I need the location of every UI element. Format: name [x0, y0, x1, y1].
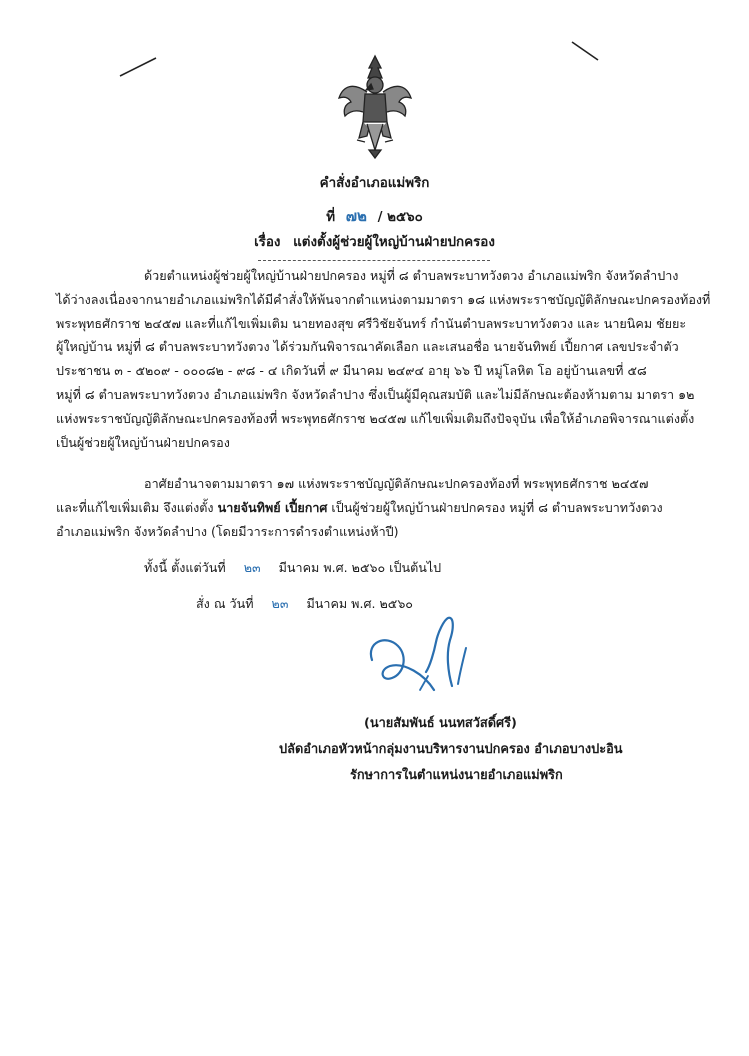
scan-mark-left	[118, 56, 158, 78]
effective-day: ๒๓	[243, 560, 261, 575]
para2-line2-pre: และที่แก้ไขเพิ่มเติม จึงแต่งตั้ง	[56, 499, 214, 515]
paragraph-2	[56, 472, 663, 543]
paragraph-1	[56, 264, 710, 454]
order-number-value: ๗๒	[345, 207, 367, 225]
para1-line: ผู้ใหญ่บ้าน หมู่ที่ ๘ ตำบลพระบาทวังตวง ได้ร่วมกันพิจารณาคัดเลือก และเสนอชื่อ นายจันทิพย์ เปี้ยกาศ เลขประจำตัว	[56, 339, 679, 355]
signer-name: (นายสัมพันธ์ นนทสวัสดิ์ศรี)	[364, 716, 517, 731]
ordered-pre: สั่ง ณ วันที่	[196, 596, 254, 611]
para1-line: แห่งพระราชบัญญัติลักษณะปกครองท้องที่ พระพุทธศักราช ๒๔๕๗ แก้ไขเพิ่มเติมถึงปัจจุบัน เพื่อให้อำเภอพิจารณาแต่งตั้ง	[56, 410, 695, 426]
effective-date-line	[144, 556, 441, 580]
order-number-prefix: ที่	[326, 210, 336, 225]
appointee-name: นายจันทิพย์ เปี้ยกาศ	[217, 499, 328, 515]
para1-line: เป็นผู้ช่วยผู้ใหญ่บ้านฝ่ายปกครอง	[56, 434, 230, 450]
para2-line: อำเภอแม่พริก จังหวัดลำปาง (โดยมีวาระการดำรงตำแหน่งห้าปี)	[56, 523, 399, 539]
subject-text: แต่งตั้งผู้ช่วยผู้ใหญ่บ้านฝ่ายปกครอง	[293, 235, 495, 250]
effective-post: มีนาคม พ.ศ. ๒๕๖๐ เป็นต้นไป	[278, 560, 442, 575]
order-title: คำสั่งอำเภอแม่พริก	[319, 176, 430, 191]
subject-label: เรื่อง	[254, 235, 281, 250]
para1-line: พระพุทธศักราช ๒๔๕๗ และที่แก้ไขเพิ่มเติม นายทองสุข ศรีวิชัยจันทร์ กำนันตำบลพระบาทวังตวง และ นายนิคม ชัยยะ	[56, 315, 687, 331]
para2-line	[56, 496, 663, 520]
signer-position-1: ปลัดอำเภอหัวหน้ากลุ่มงานบริหารงานปกครอง อำเภอบางปะอิน	[279, 742, 623, 757]
signer-position-2: รักษาการในตำแหน่งนายอำเภอแม่พริก	[350, 768, 563, 783]
para1-line: ประชาชน ๓ - ๕๒๐๙ - ๐๐๐๘๒ - ๙๘ - ๔ เกิดวันที่ ๙ มีนาคม ๒๔๙๔ อายุ ๖๖ ปี หมู่โลหิต โอ อยู่บ้านเลขที่ ๕๘	[56, 363, 647, 379]
order-number-line	[0, 204, 749, 228]
para2-line: อาศัยอำนาจตามมาตรา ๑๗ แห่งพระราชบัญญัติลักษณะปกครองท้องที่ พระพุทธศักราช ๒๔๕๗	[144, 476, 649, 491]
garuda-emblem-icon	[335, 52, 415, 160]
order-number-suffix: / ๒๕๖๐	[377, 210, 423, 225]
para1-line: หมู่ที่ ๘ ตำบลพระบาทวังตวง อำเภอแม่พริก จังหวัดลำปาง ซึ่งเป็นผู้มีคุณสมบัติ และไม่มีลักษณะต้องห้ามตาม มาตรา ๑๒	[56, 386, 695, 402]
para2-line2-post: เป็นผู้ช่วยผู้ใหญ่บ้านฝ่ายปกครอง หมู่ที่ ๘ ตำบลพระบาทวังตวง	[331, 499, 663, 515]
ordered-post: มีนาคม พ.ศ. ๒๕๖๐	[306, 596, 413, 611]
effective-pre: ทั้งนี้ ตั้งแต่วันที่	[144, 560, 226, 575]
header-divider	[258, 260, 490, 261]
subject-line	[0, 231, 749, 252]
scan-mark-right	[570, 40, 600, 62]
para1-line: ด้วยตำแหน่งผู้ช่วยผู้ใหญ่บ้านฝ่ายปกครอง หมู่ที่ ๘ ตำบลพระบาทวังตวง อำเภอแม่พริก จังหวัดลำปาง	[144, 268, 679, 283]
para1-line: ได้ว่างลงเนื่องจากนายอำเภอแม่พริกได้มีคำสั่งให้พ้นจากตำแหน่งตามมาตรา ๑๘ แห่งพระราชบัญญัติลักษณะปกครองท้องที่	[56, 291, 711, 307]
ordered-day: ๒๓	[271, 596, 289, 611]
handwritten-signature	[364, 612, 494, 702]
